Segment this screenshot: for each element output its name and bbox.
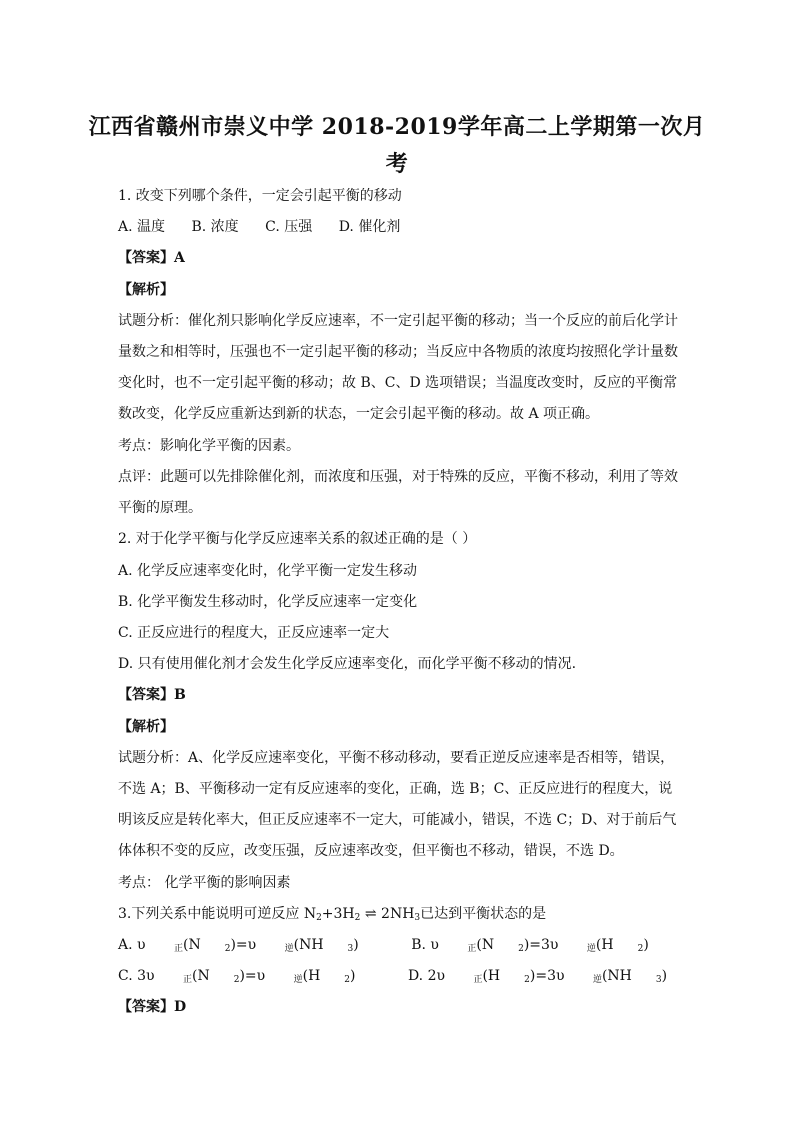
- q2-option-b: B. 化学平衡发生移动时，化学反应速率一定变化: [118, 594, 418, 610]
- q2-analysis-label: 【解析】: [118, 719, 174, 735]
- q1-option-a: A. 温度: [118, 219, 166, 235]
- q1-analysis-line: 变化时，也不一定引起平衡的移动；故 B、C、D 选项错误；当温度改变时，反应的平衡常: [118, 375, 678, 391]
- reversible-arrow-icon: ⇌: [360, 906, 382, 922]
- q2-option-c: C. 正反应进行的程度大，正反应速率一定大: [118, 625, 390, 641]
- q2-point: 考点： 化学平衡的影响因素: [118, 875, 291, 891]
- q1-answer: 【答案】A: [118, 250, 185, 266]
- q1-comment-line: 平衡的原理。: [118, 500, 202, 516]
- q3-option-c: C. 3υ $_正$(N $_2$)=υ $_逆$(H $_2$): [118, 968, 356, 985]
- q1-point: 考点：影响化学平衡的因素。: [118, 438, 300, 454]
- q2-answer: 【答案】B: [118, 687, 186, 703]
- q1-options: [118, 217, 678, 237]
- q1-analysis-label: 【解析】: [118, 282, 174, 298]
- q1-option-c: C. 压强: [265, 219, 313, 235]
- q1-comment-line: 点评：此题可以先排除催化剂，而浓度和压强，对于特殊的反应，平衡不移动，利用了等效: [118, 469, 678, 485]
- q3-question: [118, 904, 678, 928]
- q3-options-row-1: [118, 935, 678, 959]
- q1-analysis-line: 试题分析：催化剂只影响化学反应速率，不一定引起平衡的移动；当一个反应的前后化学计: [118, 313, 678, 329]
- document-title-line-2: 考: [385, 151, 409, 177]
- q3-reaction: $N_2+3H_2$ ⇌ $2NH_3$: [303, 906, 421, 923]
- q1-question: 1. 改变下列哪个条件，一定会引起平衡的移动: [118, 188, 402, 204]
- q3-answer: 【答案】D: [118, 999, 187, 1015]
- q2-analysis-line: 明该反应是转化率大，但正反应速率不一定大，可能减小，错误，不选 C；D、对于前后气: [118, 812, 677, 828]
- q2-option-d: D. 只有使用催化剂才会发生化学反应速率变化，而化学平衡不移动的情况.: [118, 656, 577, 672]
- q3-option-a: A. υ $_正$(N $_2$)=υ $_逆$(NH $_3$): [118, 937, 359, 954]
- q2-analysis-line: 不选 A；B、平衡移动一定有反应速率的变化，正确，选 B；C、正反应进行的程度大，说: [118, 781, 673, 797]
- q2-option-a: A. 化学反应速率变化时，化学平衡一定发生移动: [118, 563, 418, 579]
- q3-question-suffix: 已达到平衡状态的是: [420, 906, 547, 922]
- q3-option-b: B. υ $_正$(N $_2$)=3υ $_逆$(H $_2$): [411, 937, 649, 954]
- q2-question: 2. 对于化学平衡与化学反应速率关系的叙述正确的是（ ）: [118, 531, 477, 547]
- q3-option-d: D. 2υ $_正$(H $_2$)=3υ $_逆$(NH $_3$): [407, 968, 668, 985]
- q2-analysis-line: 试题分析：A、化学反应速率变化，平衡不移动移动，要看正逆反应速率是否相等，错误，: [118, 750, 675, 766]
- document-title-line-1: 江西省赣州市崇义中学 2018-2019学年高二上学期第一次月: [88, 114, 706, 140]
- q1-analysis-line: 量数之和相等时，压强也不一定引起平衡的移动；当反应中各物质的浓度均按照化学计量数: [118, 344, 678, 360]
- q3-options-row-2: [118, 966, 678, 990]
- q1-analysis-line: 数改变，化学反应重新达到新的状态，一定会引起平衡的移动。故 A 项正确。: [118, 406, 600, 422]
- q1-option-d: D. 催化剂: [338, 219, 401, 235]
- q2-analysis-line: 体体积不变的反应，改变压强，反应速率改变，但平衡也不移动，错误，不选 D。: [118, 843, 624, 859]
- q3-question-prefix: 3.下列关系中能说明可逆反应: [118, 906, 304, 922]
- q1-option-b: B. 浓度: [191, 219, 239, 235]
